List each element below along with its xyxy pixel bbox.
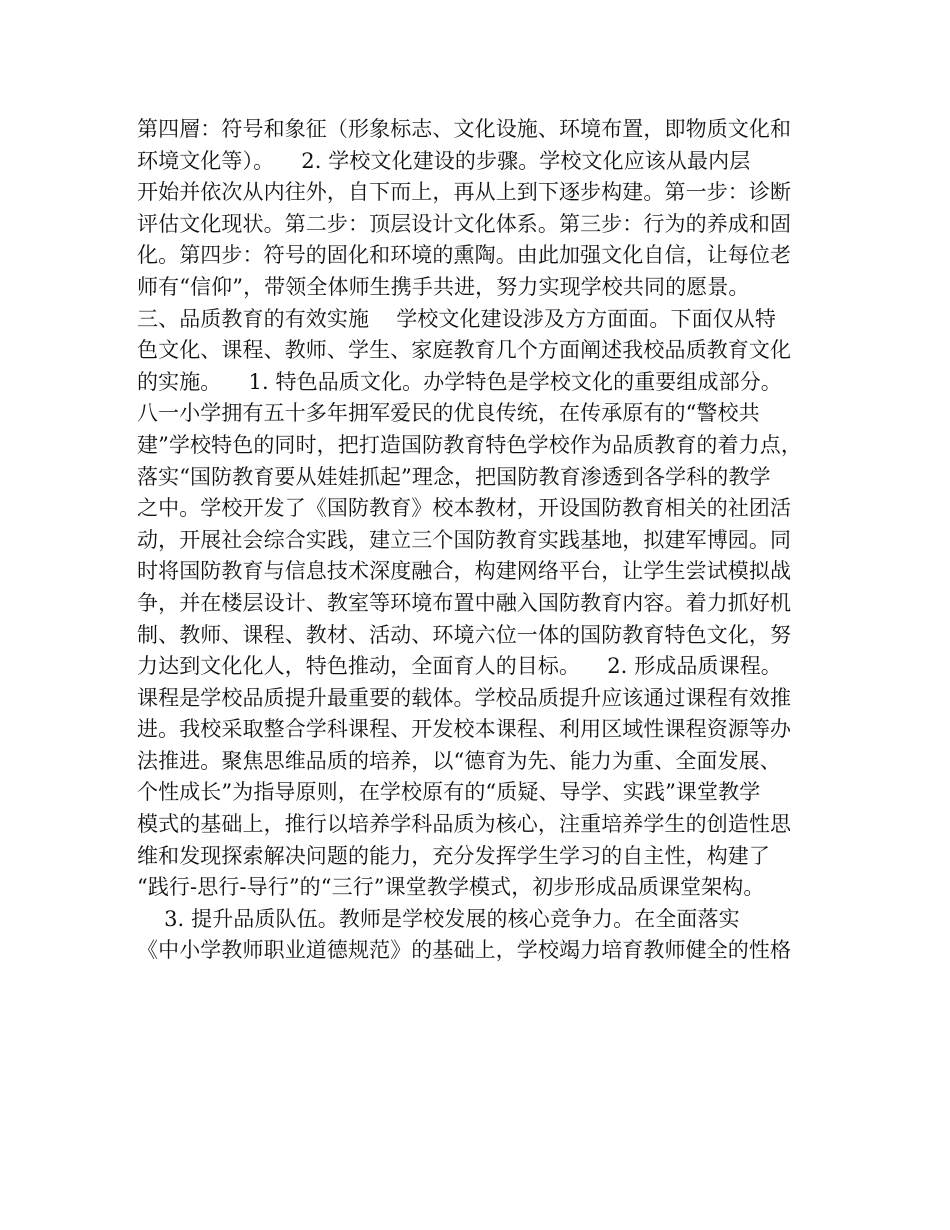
text-line: 课程是学校品质提升最重要的载体。学校品质提升应该通过课程有效推: [137, 685, 792, 710]
text-line: 师有“信仰”，带领全体师生携手共进，努力实现学校共同的愿景。: [137, 274, 750, 299]
text-line: 之中。学校开发了《国防教育》校本教材，开设国防教育相关的社团活: [137, 496, 792, 521]
text-line: 个性成长”为指导原则，在学校原有的“质疑、导学、实践”课堂教学: [137, 780, 761, 805]
text-line: 八一小学拥有五十多年拥军爱民的优良传统，在传承原有的“警校共: [137, 401, 760, 426]
text-line: 环境文化等）。 2. 学校文化建设的步骤。学校文化应该从最内层: [137, 148, 751, 173]
text-line: 《中小学教师职业道德规范》的基础上，学校竭力培育教师健全的性格: [137, 938, 792, 963]
text-line: 三、品质教育的有效实施 学校文化建设涉及方方面面。下面仅从特: [137, 306, 776, 331]
text-line: 模式的基础上，推行以培养学科品质为核心，注重培养学生的创造性思: [137, 812, 792, 837]
text-line: 落实“国防教育要从娃娃抓起”理念，把国防教育渗透到各学科的教学: [137, 464, 771, 489]
text-line: 的实施。 1. 特色品质文化。办学特色是学校文化的重要组成部分。: [137, 369, 782, 394]
text-line: 3. 提升品质队伍。教师是学校发展的核心竞争力。在全面落实: [137, 906, 740, 931]
text-line: 建”学校特色的同时，把打造国防教育特色学校作为品质教育的着力点，: [137, 432, 802, 457]
text-line: 评估文化现状。第二步：顶层设计文化体系。第三步：行为的养成和固: [137, 211, 792, 236]
text-line: 力达到文化化人，特色推动，全面育人的目标。 2. 形成品质课程。: [137, 654, 782, 679]
text-line: 动，开展社会综合实践，建立三个国防教育实践基地，拟建军博园。同: [137, 527, 792, 552]
text-line: 法推进。聚焦思维品质的培养，以“德育为先、能力为重、全面发展、: [137, 748, 781, 773]
text-line: “践行-思行-导行”的“三行”课堂教学模式，初步形成品质课堂架构。: [137, 875, 765, 900]
text-line: 维和发现探索解决问题的能力，充分发挥学生学习的自主性，构建了: [137, 843, 770, 868]
text-line: 第四層：符号和象征（形象标志、文化设施、环境布置，即物质文化和: [137, 117, 792, 141]
text-line: 开始并依次从内往外，自下而上，再从上到下逐步构建。第一步：诊断: [137, 180, 792, 205]
text-line: 色文化、课程、教师、学生、家庭教育几个方面阐述我校品质教育文化: [137, 338, 792, 363]
text-line: 制、教师、课程、教材、活动、环境六位一体的国防教育特色文化，努: [137, 622, 792, 647]
text-line: 时将国防教育与信息技术深度融合，构建网络平台，让学生尝试模拟战: [137, 559, 792, 584]
text-line: 进。我校采取整合学科课程、开发校本课程、利用区域性课程资源等办: [137, 717, 792, 742]
text-line: 争，并在楼层设计、教室等环境布置中融入国防教育内容。着力抓好机: [137, 590, 792, 615]
body-text: [137, 114, 827, 967]
text-line: 化。第四步：符号的固化和环境的熏陶。由此加强文化自信，让每位老: [137, 243, 792, 268]
